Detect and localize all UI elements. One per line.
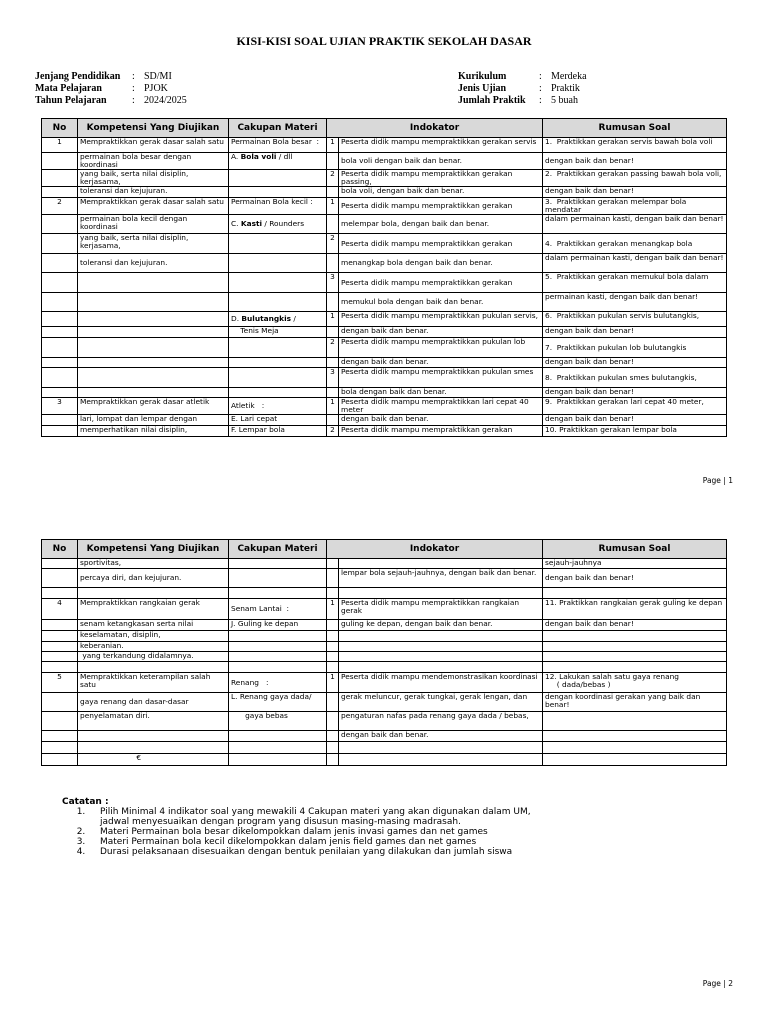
meta-key: Tahun Pelajaran xyxy=(35,95,107,106)
cell-no: 1 xyxy=(42,138,78,153)
note-text: Durasi pelaksanaan disesuaikan dengan bentuk penilaian yang dilakukan dan jumlah siswa xyxy=(100,847,513,857)
cell-indikator: dengan baik dan benar. xyxy=(339,327,543,338)
column-header: Indokator xyxy=(327,119,543,138)
cell-cakupan: A. Bola voli / dll xyxy=(229,153,327,170)
cell-indikator: Peserta didik mampu mempraktikkan rangkaian gerak xyxy=(339,599,543,620)
cell-indikator-no: 1 xyxy=(327,138,339,153)
cell-no: 4 xyxy=(42,599,78,620)
table-row xyxy=(42,569,727,588)
cell-rumusan: dengan baik dan benar! xyxy=(543,388,727,398)
cell-kompetensi xyxy=(78,273,229,293)
cell-no xyxy=(42,170,78,187)
table-row xyxy=(42,388,727,398)
cell-indikator xyxy=(339,662,543,673)
cell-rumusan: 8. Praktikkan pukulan smes bulutangkis, xyxy=(543,368,727,388)
cell-no xyxy=(42,631,78,642)
meta-key: Mata Pelajaran xyxy=(35,83,102,94)
cell-indikator: dengan baik dan benar. xyxy=(339,358,543,368)
cell-indikator-no xyxy=(327,742,339,754)
cell-rumusan: dengan baik dan benar! xyxy=(543,187,727,198)
cell-indikator: Peserta didik mampu mempraktikkan gerakan servis xyxy=(339,138,543,153)
cell-indikator: dengan baik dan benar. xyxy=(339,731,543,742)
cell-cakupan: J. Guling ke depan xyxy=(229,620,327,631)
cell-kompetensi: penyelamatan diri. xyxy=(78,712,229,731)
cell-no xyxy=(42,426,78,437)
cell-no xyxy=(42,620,78,631)
meta-key: Kurikulum xyxy=(458,71,507,82)
table-row xyxy=(42,153,727,170)
cell-indikator-no: 1 xyxy=(327,198,339,215)
meta-colon: : xyxy=(539,95,542,106)
cell-rumusan: 5. Praktikkan gerakan memukul bola dalam xyxy=(543,273,727,293)
cell-cakupan: Atletik : xyxy=(229,398,327,415)
cell-cakupan xyxy=(229,254,327,273)
cell-no: 5 xyxy=(42,673,78,693)
meta-row xyxy=(458,83,587,95)
meta-row xyxy=(458,95,587,107)
cell-indikator-no xyxy=(327,631,339,642)
cell-kompetensi: senam ketangkasan serta nilai xyxy=(78,620,229,631)
table-header-row xyxy=(42,540,727,559)
cell-indikator: gerak meluncur, gerak tungkai, gerak lengan, dan xyxy=(339,693,543,712)
table-row xyxy=(42,642,727,652)
cell-kompetensi xyxy=(78,338,229,358)
cell-no xyxy=(42,312,78,327)
cell-cakupan: Permainan Bola besar : xyxy=(229,138,327,153)
cell-no xyxy=(42,153,78,170)
cell-rumusan: 2. Praktikkan gerakan passing bawah bola voli, xyxy=(543,170,727,187)
cell-no xyxy=(42,652,78,662)
cell-indikator-no xyxy=(327,254,339,273)
cell-indikator-no xyxy=(327,358,339,368)
cell-rumusan xyxy=(543,754,727,766)
column-header: No xyxy=(42,540,78,559)
cell-rumusan: 9. Praktikkan gerakan lari cepat 40 meter, xyxy=(543,398,727,415)
cell-kompetensi: gaya renang dan dasar-dasar xyxy=(78,693,229,712)
table-row xyxy=(42,327,727,338)
table-row xyxy=(42,254,727,273)
document-title: KISI-KISI SOAL UJIAN PRAKTIK SEKOLAH DASAR xyxy=(236,34,532,48)
note-item xyxy=(62,847,540,857)
cell-cakupan xyxy=(229,559,327,569)
cell-rumusan: 6. Praktikkan pukulan servis bulutangkis, xyxy=(543,312,727,327)
cell-rumusan: dengan baik dan benar! xyxy=(543,153,727,170)
cell-indikator-no xyxy=(327,327,339,338)
cell-no xyxy=(42,388,78,398)
meta-colon: : xyxy=(539,83,542,94)
cell-indikator-no: 3 xyxy=(327,273,339,293)
meta-colon: : xyxy=(539,71,542,82)
cell-cakupan: D. Bulutangkis / xyxy=(229,312,327,327)
column-header: Cakupan Materi xyxy=(229,119,327,138)
cell-no xyxy=(42,559,78,569)
column-header: No xyxy=(42,119,78,138)
cell-kompetensi: permainan bola besar dengan koordinasi xyxy=(78,153,229,170)
notes-heading: Catatan : xyxy=(62,797,109,807)
cell-kompetensi xyxy=(78,388,229,398)
cell-kompetensi: yang terkandung didalamnya. xyxy=(78,652,229,662)
cell-kompetensi xyxy=(78,742,229,754)
cell-rumusan: sejauh-jauhnya xyxy=(543,559,727,569)
cell-indikator: guling ke depan, dengan baik dan benar. xyxy=(339,620,543,631)
note-item xyxy=(62,807,540,827)
cell-rumusan: 4. Praktikkan gerakan menangkap bola xyxy=(543,234,727,254)
cell-indikator: Peserta didik mampu mempraktikkan gerakan xyxy=(339,198,543,215)
table-row xyxy=(42,215,727,234)
cell-cakupan xyxy=(229,170,327,187)
table-row xyxy=(42,712,727,731)
table-row xyxy=(42,662,727,673)
cell-indikator-no: 1 xyxy=(327,398,339,415)
cell-rumusan: dengan baik dan benar! xyxy=(543,415,727,426)
cell-indikator: Peserta didik mampu mempraktikkan pukulan lob xyxy=(339,338,543,358)
cell-no xyxy=(42,254,78,273)
table-row xyxy=(42,358,727,368)
cell-no xyxy=(42,693,78,712)
cell-rumusan: dalam permainan kasti, dengan baik dan benar! xyxy=(543,215,727,234)
column-header: Cakupan Materi xyxy=(229,540,327,559)
cell-cakupan xyxy=(229,754,327,766)
cell-indikator: dengan baik dan benar. xyxy=(339,415,543,426)
meta-row xyxy=(35,95,187,107)
cell-no: 2 xyxy=(42,198,78,215)
cell-indikator xyxy=(339,652,543,662)
note-text: Materi Permainan bola besar dikelompokkan dalam jenis invasi games dan net games xyxy=(100,827,488,837)
cell-rumusan: 7. Praktikkan pukulan lob bulutangkis xyxy=(543,338,727,358)
cell-indikator xyxy=(339,754,543,766)
cell-kompetensi: yang baik, serta nilai disiplin, kerjasama, xyxy=(78,170,229,187)
page-number-2: Page | 2 xyxy=(702,979,733,988)
table-row xyxy=(42,754,727,766)
cell-cakupan: Renang : xyxy=(229,673,327,693)
table-row xyxy=(42,426,727,437)
meta-row xyxy=(458,71,587,83)
cell-indikator-no xyxy=(327,293,339,312)
table-row xyxy=(42,588,727,599)
cell-indikator-no xyxy=(327,712,339,731)
cell-rumusan xyxy=(543,631,727,642)
table-row xyxy=(42,368,727,388)
cell-kompetensi xyxy=(78,358,229,368)
cell-cakupan xyxy=(229,588,327,599)
table-row xyxy=(42,559,727,569)
cell-rumusan: dengan baik dan benar! xyxy=(543,327,727,338)
column-header: Rumusan Soal xyxy=(543,540,727,559)
meta-value: Merdeka xyxy=(551,71,587,82)
cell-kompetensi xyxy=(78,588,229,599)
table-row xyxy=(42,742,727,754)
cell-rumusan: dengan baik dan benar! xyxy=(543,620,727,631)
cell-rumusan xyxy=(543,662,727,673)
cell-kompetensi: sportivitas, xyxy=(78,559,229,569)
column-header: Rumusan Soal xyxy=(543,119,727,138)
cell-rumusan xyxy=(543,742,727,754)
note-number: 3. xyxy=(76,837,86,847)
cell-indikator: melempar bola, dengan baik dan benar. xyxy=(339,215,543,234)
table-row xyxy=(42,198,727,215)
note-number: 2. xyxy=(76,827,86,837)
cell-indikator-no xyxy=(327,642,339,652)
cell-no xyxy=(42,215,78,234)
meta-value: Praktik xyxy=(551,83,580,94)
cell-kompetensi: lari, lompat dan lempar dengan xyxy=(78,415,229,426)
cell-cakupan: L. Renang gaya dada/ xyxy=(229,693,327,712)
cell-indikator-no: 2 xyxy=(327,338,339,358)
cell-cakupan xyxy=(229,631,327,642)
cell-kompetensi: Mempraktikkan gerak dasar salah satu xyxy=(78,198,229,215)
note-item xyxy=(62,827,540,837)
cell-cakupan: Permainan Bola kecil : xyxy=(229,198,327,215)
cell-kompetensi: Mempraktikkan gerak dasar atletik xyxy=(78,398,229,415)
cell-kompetensi xyxy=(78,327,229,338)
cell-no: 3 xyxy=(42,398,78,415)
cell-cakupan xyxy=(229,388,327,398)
cell-indikator xyxy=(339,631,543,642)
cell-indikator-no xyxy=(327,415,339,426)
cell-kompetensi: memperhatikan nilai disiplin, xyxy=(78,426,229,437)
cell-cakupan: E. Lari cepat xyxy=(229,415,327,426)
cell-no xyxy=(42,273,78,293)
table-row xyxy=(42,273,727,293)
meta-colon: : xyxy=(132,83,135,94)
table-header-row xyxy=(42,119,727,138)
cell-indikator-no: 3 xyxy=(327,368,339,388)
cell-indikator: Peserta didik mampu mempraktikkan gerakan xyxy=(339,426,543,437)
table-row xyxy=(42,312,727,327)
cell-indikator: pengaturan nafas pada renang gaya dada / bebas, xyxy=(339,712,543,731)
cell-rumusan: dalam permainan kasti, dengan baik dan benar! xyxy=(543,254,727,273)
cell-rumusan xyxy=(543,652,727,662)
notes-section xyxy=(62,797,540,857)
cell-indikator-no: 1 xyxy=(327,673,339,693)
cell-indikator: Peserta didik mampu mempraktikkan gerakan passing, xyxy=(339,170,543,187)
cell-indikator-no xyxy=(327,754,339,766)
meta-right xyxy=(458,71,587,107)
cell-rumusan: 3. Praktikkan gerakan melempar bola mendatar xyxy=(543,198,727,215)
cell-rumusan: dengan koordinasi gerakan yang baik dan benar! xyxy=(543,693,727,712)
cell-rumusan xyxy=(543,642,727,652)
note-number: 4. xyxy=(76,847,86,857)
cell-indikator: Peserta didik mampu mempraktikkan gerakan xyxy=(339,234,543,254)
cell-rumusan: dengan baik dan benar! xyxy=(543,569,727,588)
cell-rumusan: 12. Lakukan salah satu gaya renang ( dada/bebas ) xyxy=(543,673,727,693)
cell-rumusan: 1. Praktikkan gerakan servis bawah bola voli xyxy=(543,138,727,153)
cell-cakupan xyxy=(229,642,327,652)
cell-cakupan: Tenis Meja xyxy=(229,327,327,338)
cell-cakupan: F. Lempar bola xyxy=(229,426,327,437)
cell-no xyxy=(42,742,78,754)
cell-rumusan: permainan kasti, dengan baik dan benar! xyxy=(543,293,727,312)
cell-rumusan: 10. Praktikkan gerakan lempar bola xyxy=(543,426,727,437)
cell-indikator-no xyxy=(327,215,339,234)
cell-indikator-no xyxy=(327,569,339,588)
kisi-kisi-table-page-2 xyxy=(41,539,727,766)
cell-indikator: bola voli, dengan baik dan benar. xyxy=(339,187,543,198)
table-row xyxy=(42,187,727,198)
cell-cakupan xyxy=(229,293,327,312)
meta-key: Jenis Ujian xyxy=(458,83,507,94)
table-row xyxy=(42,170,727,187)
meta-colon: : xyxy=(132,71,135,82)
table-row xyxy=(42,652,727,662)
cell-kompetensi: Mempraktikkan gerak dasar salah satu xyxy=(78,138,229,153)
cell-cakupan xyxy=(229,662,327,673)
table-row xyxy=(42,599,727,620)
cell-indikator: bola dengan baik dan benar. xyxy=(339,388,543,398)
cell-cakupan: gaya bebas xyxy=(229,712,327,731)
cell-cakupan: C. Kasti / Rounders xyxy=(229,215,327,234)
table-row xyxy=(42,631,727,642)
table-row xyxy=(42,338,727,358)
note-item xyxy=(62,837,540,847)
meta-key: Jenjang Pendidikan xyxy=(35,71,121,82)
meta-value: 5 buah xyxy=(551,95,578,106)
cell-indikator: lempar bola sejauh-jauhnya, dengan baik dan benar. xyxy=(339,569,543,588)
cell-no xyxy=(42,327,78,338)
cell-kompetensi: permainan bola kecil dengan koordinasi xyxy=(78,215,229,234)
cell-no xyxy=(42,588,78,599)
cell-cakupan xyxy=(229,569,327,588)
cell-indikator: Peserta didik mampu mempraktikkan pukulan servis, xyxy=(339,312,543,327)
cell-cakupan: Senam Lantai : xyxy=(229,599,327,620)
cell-kompetensi: keselamatan, disiplin, xyxy=(78,631,229,642)
cell-indikator: Peserta didik mampu mempraktikkan lari cepat 40 meter xyxy=(339,398,543,415)
cell-indikator-no xyxy=(327,620,339,631)
cell-kompetensi xyxy=(78,368,229,388)
cell-no xyxy=(42,187,78,198)
cell-indikator-no: 2 xyxy=(327,234,339,254)
table-row xyxy=(42,234,727,254)
table-row xyxy=(42,293,727,312)
cell-kompetensi: € xyxy=(78,754,229,766)
cell-indikator: menangkap bola dengan baik dan benar. xyxy=(339,254,543,273)
note-text: Pilih Minimal 4 indikator soal yang mewakili 4 Cakupan materi yang akan digunakan dalam UM, jadwal menyesuaikan dengan program yang disusun masing-masing madrasah. xyxy=(100,807,531,827)
table-row xyxy=(42,620,727,631)
cell-cakupan xyxy=(229,234,327,254)
cell-indikator-no xyxy=(327,693,339,712)
cell-kompetensi xyxy=(78,731,229,742)
cell-indikator: memukul bola dengan baik dan benar. xyxy=(339,293,543,312)
cell-kompetensi: percaya diri, dan kejujuran. xyxy=(78,569,229,588)
meta-left xyxy=(35,71,187,107)
cell-cakupan xyxy=(229,731,327,742)
cell-kompetensi: toleransi dan kejujuran. xyxy=(78,254,229,273)
cell-indikator-no xyxy=(327,588,339,599)
cell-no xyxy=(42,338,78,358)
cell-cakupan xyxy=(229,652,327,662)
cell-no xyxy=(42,754,78,766)
cell-no xyxy=(42,415,78,426)
cell-indikator-no xyxy=(327,652,339,662)
cell-no xyxy=(42,293,78,312)
cell-indikator xyxy=(339,742,543,754)
cell-rumusan xyxy=(543,712,727,731)
cell-kompetensi xyxy=(78,662,229,673)
table-row xyxy=(42,415,727,426)
cell-no xyxy=(42,358,78,368)
cell-cakupan xyxy=(229,358,327,368)
meta-value: 2024/2025 xyxy=(144,95,187,106)
note-text: Materi Permainan bola kecil dikelompokkan dalam jenis field games dan net games xyxy=(100,837,477,847)
cell-no xyxy=(42,731,78,742)
notes-list xyxy=(62,807,540,857)
column-header: Kompetensi Yang Diujikan xyxy=(78,119,229,138)
cell-rumusan xyxy=(543,731,727,742)
cell-kompetensi xyxy=(78,293,229,312)
table-row xyxy=(42,673,727,693)
cell-kompetensi xyxy=(78,312,229,327)
cell-kompetensi: Mempraktikkan keterampilan salah satu xyxy=(78,673,229,693)
cell-kompetensi: keberanian. xyxy=(78,642,229,652)
kisi-kisi-table-page-1 xyxy=(41,118,727,437)
cell-indikator-no: 1 xyxy=(327,312,339,327)
cell-no xyxy=(42,662,78,673)
column-header: Kompetensi Yang Diujikan xyxy=(78,540,229,559)
table-row xyxy=(42,731,727,742)
cell-indikator: bola voli dengan baik dan benar. xyxy=(339,153,543,170)
cell-indikator xyxy=(339,588,543,599)
cell-indikator-no: 1 xyxy=(327,599,339,620)
cell-indikator-no xyxy=(327,731,339,742)
cell-cakupan xyxy=(229,187,327,198)
cell-no xyxy=(42,712,78,731)
cell-cakupan xyxy=(229,338,327,358)
cell-kompetensi: yang baik, serta nilai disiplin, kerjasama, xyxy=(78,234,229,254)
meta-colon: : xyxy=(132,95,135,106)
cell-no xyxy=(42,368,78,388)
column-header: Indokator xyxy=(327,540,543,559)
cell-indikator: Peserta didik mampu mendemonstrasikan koordinasi xyxy=(339,673,543,693)
cell-cakupan xyxy=(229,368,327,388)
meta-value: PJOK xyxy=(144,83,168,94)
cell-indikator-no: 2 xyxy=(327,426,339,437)
cell-rumusan: dengan baik dan benar! xyxy=(543,358,727,368)
cell-indikator-no xyxy=(327,388,339,398)
cell-kompetensi: toleransi dan kejujuran. xyxy=(78,187,229,198)
meta-value: SD/MI xyxy=(144,71,172,82)
table-row xyxy=(42,693,727,712)
note-number: 1. xyxy=(76,807,86,817)
cell-indikator-no xyxy=(327,559,339,569)
page-number-1: Page | 1 xyxy=(702,476,733,485)
table-row xyxy=(42,398,727,415)
cell-rumusan: 11. Praktikkan rangkaian gerak guling ke depan xyxy=(543,599,727,620)
cell-indikator: Peserta didik mampu mempraktikkan gerakan xyxy=(339,273,543,293)
table-row xyxy=(42,138,727,153)
cell-indikator-no xyxy=(327,153,339,170)
cell-no xyxy=(42,569,78,588)
cell-cakupan xyxy=(229,742,327,754)
cell-rumusan xyxy=(543,588,727,599)
cell-indikator xyxy=(339,642,543,652)
cell-indikator: Peserta didik mampu mempraktikkan pukulan smes xyxy=(339,368,543,388)
cell-kompetensi: Mempraktikkan rangkaian gerak xyxy=(78,599,229,620)
cell-indikator xyxy=(339,559,543,569)
meta-row xyxy=(35,71,187,83)
cell-no xyxy=(42,234,78,254)
meta-key: Jumlah Praktik xyxy=(458,95,526,106)
cell-indikator-no: 2 xyxy=(327,170,339,187)
cell-indikator-no xyxy=(327,662,339,673)
cell-no xyxy=(42,642,78,652)
meta-row xyxy=(35,83,187,95)
cell-indikator-no xyxy=(327,187,339,198)
cell-cakupan xyxy=(229,273,327,293)
